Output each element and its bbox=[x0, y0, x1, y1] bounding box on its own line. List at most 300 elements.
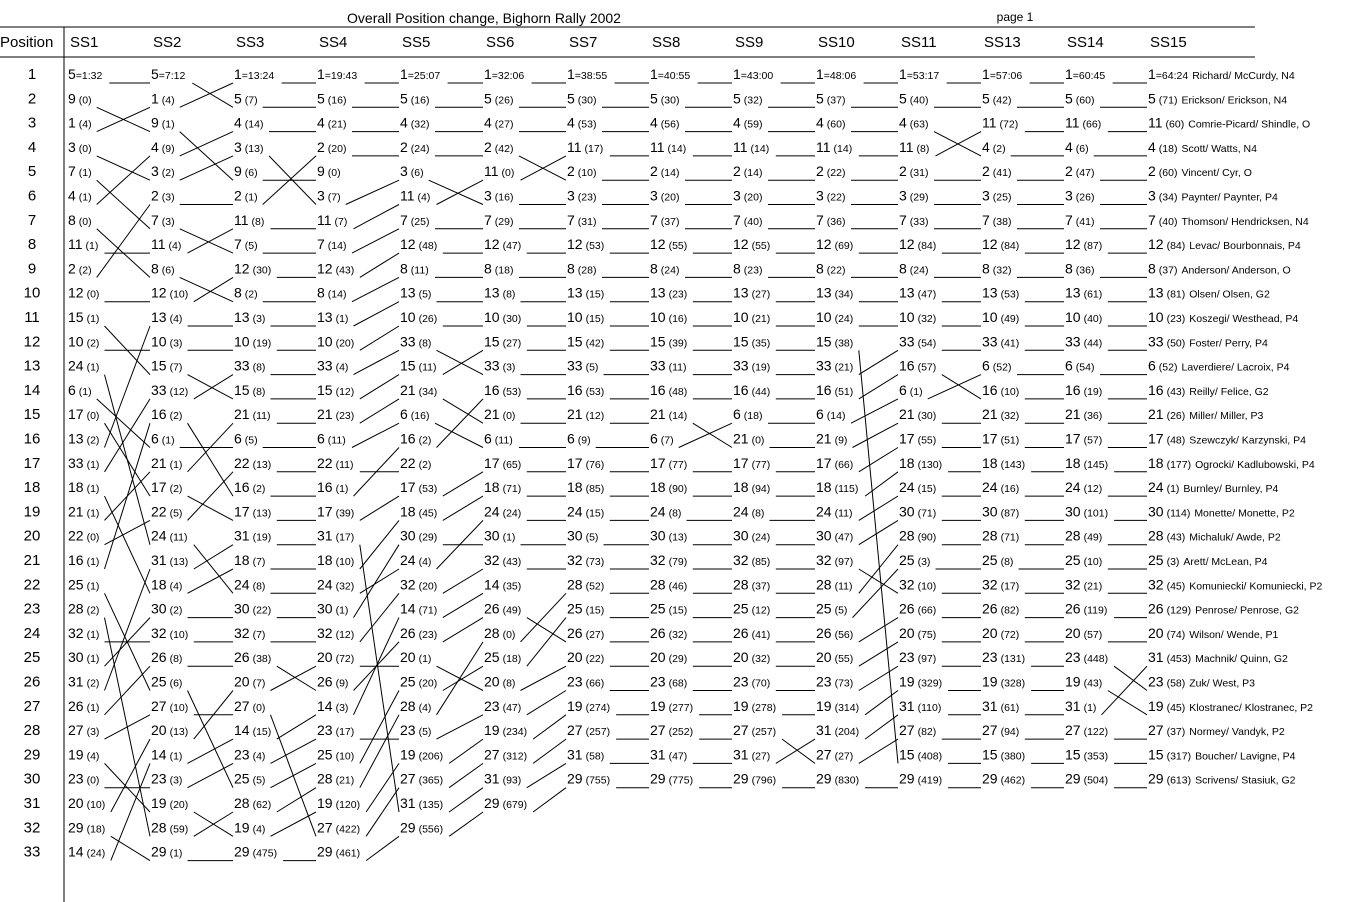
stage-cell: 27 (3) bbox=[68, 722, 100, 739]
stage-header: SS8 bbox=[652, 34, 681, 51]
stage-cell: 26 (129) Penrose/ Penrose, G2 bbox=[1148, 600, 1299, 617]
stage-cell: 12 (84) Levac/ Bourbonnais, P4 bbox=[1148, 236, 1301, 253]
stage-cell: 5 (16) bbox=[400, 90, 430, 107]
stage-cell: 20 (72) bbox=[317, 649, 355, 666]
stage-cell: 10 (32) bbox=[899, 309, 937, 325]
position-connector bbox=[354, 205, 400, 229]
position-connector bbox=[521, 666, 567, 690]
stage-cell: 4 (18) Scott/ Watts, N4 bbox=[1148, 138, 1257, 155]
stage-cell: 8 (32) bbox=[982, 260, 1012, 277]
stage-cell: 24 (1) Burnley/ Burnley, P4 bbox=[1148, 479, 1279, 496]
position-connector bbox=[354, 545, 400, 618]
stage-cell: 32 (79) bbox=[650, 552, 688, 568]
stage-cell: 10 (40) bbox=[1065, 309, 1103, 325]
crew-name: Michaluk/ Awde, P2 bbox=[1189, 531, 1281, 544]
stage-cell: 3 (20) bbox=[733, 187, 763, 204]
stage-cell: 25 (3) Arett/ McLean, P4 bbox=[1148, 552, 1268, 568]
stage-cell: 5=1:32 bbox=[68, 66, 103, 82]
stage-header: SS11 bbox=[901, 34, 937, 51]
stage-cell: 31 (453) Machnik/ Quinn, G2 bbox=[1148, 649, 1288, 666]
stage-cell: 6 (1) bbox=[151, 430, 175, 447]
stage-cell: 3 (22) bbox=[816, 187, 846, 204]
position-connector bbox=[776, 739, 815, 763]
position-connector bbox=[859, 350, 898, 374]
stage-cell: 23 (0) bbox=[68, 770, 100, 787]
position-label: 20 bbox=[23, 527, 41, 545]
crew-name: Erickson/ Erickson, N4 bbox=[1181, 94, 1288, 107]
stage-cell: 2 (22) bbox=[816, 163, 846, 180]
position-connector bbox=[366, 788, 399, 837]
stage-cell: 16 (51) bbox=[816, 381, 854, 398]
stage-cell: 18 (10) bbox=[317, 552, 355, 568]
stage-cell: 16 (48) bbox=[650, 381, 688, 398]
stage-cell: 27 (257) bbox=[567, 722, 611, 739]
stage-cell: 18 (143) bbox=[982, 454, 1026, 471]
crew-name: Koszegi/ Westhead, P4 bbox=[1189, 313, 1299, 325]
stage-cell: 24 (15) bbox=[567, 503, 605, 520]
stage-cell: 18 (90) bbox=[650, 479, 688, 496]
stage-cell: 1=32:06 bbox=[484, 66, 525, 82]
stage-cell: 14 (35) bbox=[484, 576, 522, 593]
stage-cell: 21 (11) bbox=[234, 406, 271, 423]
stage-cell: 20 (10) bbox=[68, 795, 106, 811]
stage-cell: 5 (30) bbox=[650, 90, 680, 107]
stage-cell: 5 (42) bbox=[982, 90, 1012, 107]
position-connector bbox=[859, 739, 898, 763]
stage-cell: 25 (5) bbox=[234, 770, 266, 787]
stage-cell: 5 (40) bbox=[899, 90, 929, 107]
stage-cell: 20 (13) bbox=[151, 722, 189, 739]
stage-cell: 33 (12) bbox=[151, 381, 189, 398]
stage-cell: 23 (68) bbox=[650, 673, 688, 690]
stage-cell: 12 (87) bbox=[1065, 236, 1103, 253]
stage-cell: 31 (58) bbox=[567, 746, 605, 763]
stage-cell: 24 (32) bbox=[317, 576, 355, 593]
stage-cell: 24 (11) bbox=[151, 527, 188, 544]
stage-cell: 24 (8) bbox=[733, 503, 765, 520]
stage-cell: 26 (23) bbox=[400, 624, 438, 641]
position-connector bbox=[859, 520, 898, 544]
position-connector bbox=[366, 763, 399, 812]
position-connector bbox=[942, 375, 981, 399]
position-connector bbox=[105, 496, 151, 593]
stage-cell: 26 (9) bbox=[317, 673, 349, 690]
stage-cell: 22 (5) bbox=[151, 503, 183, 520]
stage-cell: 28 (11) bbox=[816, 576, 853, 593]
stage-cell: 4 (32) bbox=[400, 114, 430, 131]
crew-name: Comrie-Picard/ Shindle, O bbox=[1188, 118, 1311, 131]
stage-cell: 4 (6) bbox=[1065, 138, 1089, 155]
stage-cell: 31 (135) bbox=[400, 795, 444, 811]
stage-cell: 27 (312) bbox=[484, 746, 528, 763]
stage-cell: 15 (1) bbox=[68, 309, 100, 325]
stage-cell: 3 (7) bbox=[317, 187, 341, 204]
position-connector bbox=[188, 569, 234, 593]
stage-cell: 20 (29) bbox=[650, 649, 688, 666]
position-connector bbox=[111, 739, 150, 812]
stage-cell: 15 (408) bbox=[899, 746, 943, 763]
stage-cell: 3 (16) bbox=[484, 187, 514, 204]
stage-cell: 28 (4) bbox=[400, 697, 432, 714]
stage-cell: 13 (4) bbox=[151, 309, 183, 325]
position-connector bbox=[437, 399, 484, 448]
position-connector bbox=[1114, 666, 1147, 690]
stage-cell: 27 (0) bbox=[234, 697, 266, 714]
stage-cell: 11 (8) bbox=[234, 211, 265, 228]
stage-cell: 32 (45) Komuniecki/ Komuniecki, P2 bbox=[1148, 576, 1323, 593]
crew-name: Boucher/ Lavigne, P4 bbox=[1195, 750, 1296, 763]
stage-cell: 15 (35) bbox=[733, 333, 771, 350]
position-label: 19 bbox=[23, 503, 41, 521]
stage-cell: 18 (4) bbox=[151, 576, 183, 593]
position-label: 28 bbox=[23, 722, 41, 740]
position-connector bbox=[111, 763, 150, 860]
stage-cell: 12 (53) bbox=[567, 236, 605, 253]
stage-cell: 31 (110) bbox=[899, 697, 942, 714]
stage-cell: 15 (317) Boucher/ Lavigne, P4 bbox=[1148, 746, 1296, 763]
stage-cell: 2 (41) bbox=[982, 163, 1012, 180]
stage-cell: 13 (3) bbox=[234, 309, 266, 325]
stage-cell: 7 (31) bbox=[567, 211, 597, 228]
stage-cell: 17 (39) bbox=[317, 503, 355, 520]
crew-name: Klostranec/ Klostranec, P2 bbox=[1189, 701, 1313, 714]
position-connector bbox=[352, 423, 399, 447]
stage-cell: 7 (37) bbox=[650, 211, 680, 228]
stage-cell: 8 (24) bbox=[899, 260, 929, 277]
stage-cell: 1=40:55 bbox=[650, 66, 691, 82]
stage-cell: 3 (29) bbox=[899, 187, 929, 204]
stage-cell: 24 (12) bbox=[1065, 479, 1103, 496]
stage-cell: 2 (1) bbox=[234, 187, 258, 204]
crew-name: Scott/ Watts, N4 bbox=[1181, 142, 1257, 155]
stage-cell: 18 (7) bbox=[234, 552, 266, 568]
position-label: 13 bbox=[23, 357, 41, 375]
position-connector bbox=[188, 472, 234, 521]
page-label: page 1 bbox=[996, 10, 1034, 24]
stage-cell: 33 (54) bbox=[899, 333, 937, 350]
position-connector bbox=[443, 569, 483, 593]
position-label: 14 bbox=[23, 381, 41, 399]
stage-cell: 6 (9) bbox=[567, 430, 591, 447]
stage-cell: 10 (19) bbox=[234, 333, 272, 350]
stage-cell: 30 (22) bbox=[234, 600, 272, 617]
stage-cell: 19 (314) bbox=[816, 697, 860, 714]
crew-name: Szewczyk/ Karzynski, P4 bbox=[1189, 434, 1306, 447]
stage-headers bbox=[70, 34, 1187, 51]
stage-cell: 1=25:07 bbox=[400, 66, 441, 82]
position-label: 1 bbox=[27, 66, 37, 83]
stage-cell: 23 (131) bbox=[982, 649, 1026, 666]
stage-cell: 11 (4) bbox=[151, 236, 182, 253]
stage-cell: 28 (52) bbox=[567, 576, 605, 593]
stage-cell: 15 (42) bbox=[567, 333, 605, 350]
position-connector bbox=[449, 812, 483, 836]
stage-cell: 25 (15) bbox=[567, 600, 605, 617]
stage-header: SS5 bbox=[402, 34, 431, 51]
stage-cell: 2 (14) bbox=[733, 163, 763, 180]
stage-cell: 24 (11) bbox=[816, 503, 853, 520]
stage-cell: 6 (52) Laverdiere/ Lacroix, P4 bbox=[1148, 357, 1290, 374]
stage-cell: 31 (204) bbox=[816, 722, 860, 739]
position-label: 10 bbox=[23, 284, 41, 302]
stage-header: SS9 bbox=[735, 34, 764, 51]
stage-cell: 4 (27) bbox=[484, 114, 514, 131]
stage-cell: 7 (1) bbox=[68, 163, 92, 180]
position-label: 11 bbox=[24, 309, 40, 326]
crew-name: Anderson/ Anderson, O bbox=[1181, 264, 1291, 277]
stage-cell: 11 (72) bbox=[982, 114, 1019, 131]
stage-cell: 19 (328) bbox=[982, 673, 1026, 690]
position-connector bbox=[851, 399, 898, 423]
stage-cell: 23 (17) bbox=[317, 722, 355, 739]
position-label: 31 bbox=[23, 795, 41, 812]
stage-cell: 14 (3) bbox=[317, 697, 349, 714]
stage-cell: 18 (130) bbox=[899, 454, 943, 471]
stage-cell: 19 (45) Klostranec/ Klostranec, P2 bbox=[1148, 697, 1313, 714]
stage-cell: 30 (5) bbox=[567, 527, 599, 544]
crew-name: Foster/ Perry, P4 bbox=[1189, 337, 1268, 350]
crew-name: Levac/ Bourbonnais, P4 bbox=[1189, 240, 1301, 253]
position-connector bbox=[346, 180, 399, 204]
position-connector bbox=[271, 739, 317, 763]
stage-cell: 32 (10) bbox=[899, 576, 937, 593]
stage-cell: 18 (94) bbox=[733, 479, 771, 496]
stage-cell: 11 (60) Comrie-Picard/ Shindle, O bbox=[1148, 114, 1311, 131]
stage-cell: 13 (34) bbox=[816, 284, 854, 301]
stage-cell: 33 (8) bbox=[234, 357, 266, 374]
position-label: 2 bbox=[27, 90, 37, 108]
stage-cell: 23 (4) bbox=[234, 746, 266, 763]
stage-cell: 15 (27) bbox=[484, 333, 522, 350]
stage-cell: 2 (10) bbox=[567, 163, 597, 180]
position-label: 15 bbox=[23, 406, 41, 424]
stage-cell: 16 (10) bbox=[982, 381, 1020, 398]
stage-cell: 21 (0) bbox=[484, 406, 516, 423]
stage-header: SS7 bbox=[569, 34, 598, 51]
stage-cell: 16 (2) bbox=[151, 406, 183, 423]
stage-cell: 21 (26) Miller/ Miller, P3 bbox=[1148, 406, 1264, 423]
stage-cell: 18 (45) bbox=[400, 503, 438, 520]
stage-cell: 26 (56) bbox=[816, 624, 854, 641]
stage-cell: 16 (43) Reilly/ Felice, G2 bbox=[1148, 381, 1269, 398]
stage-cell: 30 (1) bbox=[484, 527, 516, 544]
stage-cell: 5 (37) bbox=[816, 90, 846, 107]
position-connector bbox=[360, 326, 399, 350]
stage-cell: 30 (24) bbox=[733, 527, 771, 544]
stage-cell: 26 (1) bbox=[68, 697, 100, 714]
stage-cell: 16 (2) bbox=[234, 479, 266, 496]
stage-cell: 26 (27) bbox=[567, 624, 605, 641]
stage-cell: 31 (19) bbox=[234, 527, 272, 544]
stage-cell: 16 (57) bbox=[899, 357, 937, 374]
stage-cell: 23 (97) bbox=[899, 649, 937, 666]
stage-cell: 10 (21) bbox=[733, 309, 771, 325]
stage-cell: 31 (1) bbox=[1065, 697, 1097, 714]
stage-cell: 26 (82) bbox=[982, 600, 1020, 617]
crew-name: Laverdiere/ Lacroix, P4 bbox=[1181, 361, 1290, 374]
stage-cell: 15 (7) bbox=[151, 357, 183, 374]
crew-name: Komuniecki/ Komuniecki, P2 bbox=[1189, 580, 1323, 593]
stage-cell: 7 (5) bbox=[234, 236, 258, 253]
stage-cell: 2 (3) bbox=[151, 187, 175, 204]
crew-name: Arett/ McLean, P4 bbox=[1183, 556, 1268, 568]
position-connector bbox=[180, 132, 233, 156]
stage-cell: 33 (4) bbox=[317, 357, 349, 374]
stage-cell: 29 (613) Scrivens/ Stasiuk, G2 bbox=[1148, 770, 1296, 787]
stage-cell: 3 (25) bbox=[982, 187, 1012, 204]
stage-cell: 20 (57) bbox=[1065, 624, 1103, 641]
stage-cell: 14 (71) bbox=[400, 600, 438, 617]
position-connector bbox=[352, 229, 399, 253]
position-connector bbox=[443, 472, 483, 496]
position-label: 8 bbox=[27, 236, 37, 254]
position-connector bbox=[360, 520, 399, 569]
position-connector bbox=[360, 496, 399, 520]
stage-cell: 24 (16) bbox=[982, 479, 1020, 496]
stage-cell: 21 (0) bbox=[733, 430, 765, 447]
position-connector bbox=[192, 83, 233, 107]
stage-cell: 1 (4) bbox=[68, 114, 92, 131]
stage-cell: 2 (31) bbox=[899, 163, 929, 180]
position-connector bbox=[194, 277, 233, 301]
stage-cell: 20 (75) bbox=[899, 624, 937, 641]
stage-cell: 23 (3) bbox=[151, 770, 183, 787]
stage-header: SS14 bbox=[1067, 34, 1104, 51]
stage-cell: 12 (55) bbox=[650, 236, 688, 253]
stage-cell: 31 (93) bbox=[484, 770, 522, 787]
stage-cell: 4 (59) bbox=[733, 114, 763, 131]
stage-cell: 8 (28) bbox=[567, 260, 597, 277]
stage-cell: 6 (11) bbox=[317, 430, 346, 447]
stage-cell: 17 (53) bbox=[400, 479, 438, 496]
position-connector bbox=[360, 399, 399, 423]
crew-name: Penrose/ Penrose, G2 bbox=[1195, 604, 1299, 617]
position-connector bbox=[194, 545, 233, 569]
stage-cell: 13 (53) bbox=[982, 284, 1020, 301]
position-connector bbox=[435, 423, 483, 447]
stage-cell: 20 (7) bbox=[234, 673, 266, 690]
stage-cell: 4 (2) bbox=[982, 138, 1006, 155]
position-connector bbox=[859, 448, 898, 472]
stage-cell: 30 (13) bbox=[650, 527, 688, 544]
stage-cell: 29 (475) bbox=[234, 843, 278, 860]
position-label: 21 bbox=[23, 552, 41, 569]
position-connector bbox=[449, 739, 483, 763]
crew-name: Reilly/ Felice, G2 bbox=[1189, 385, 1269, 398]
stage-cell: 15 (8) bbox=[234, 381, 266, 398]
stage-cell: 26 (38) bbox=[234, 649, 272, 666]
position-label: 18 bbox=[23, 479, 41, 497]
stage-cell: 21 (32) bbox=[982, 406, 1020, 423]
stage-cell: 15 (11) bbox=[400, 357, 437, 374]
stage-cell: 29 (775) bbox=[650, 770, 694, 787]
stage-cell: 28 (43) Michaluk/ Awde, P2 bbox=[1148, 527, 1281, 544]
crew-name: Miller/ Miller, P3 bbox=[1189, 410, 1264, 423]
position-label: 26 bbox=[23, 673, 41, 691]
position-label: 9 bbox=[27, 260, 37, 278]
stage-cell: 29 (462) bbox=[982, 770, 1026, 787]
stage-cell: 4 (60) bbox=[816, 114, 846, 131]
stage-cell: 1=48:06 bbox=[816, 66, 857, 82]
stage-cell: 3 (13) bbox=[234, 138, 264, 155]
stage-cell: 19 (4) bbox=[234, 819, 266, 836]
position-connector bbox=[527, 618, 566, 667]
stage-cell: 8 (11) bbox=[400, 260, 429, 277]
stage-cell: 7 (3) bbox=[151, 211, 175, 228]
position-connector bbox=[105, 569, 151, 691]
stage-cell: 17 (66) bbox=[816, 454, 854, 471]
stage-cell: 4 (21) bbox=[317, 114, 347, 131]
stage-cell: 30 (101) bbox=[1065, 503, 1109, 520]
position-connector bbox=[111, 836, 150, 860]
position-connector bbox=[533, 715, 566, 739]
stage-cell: 17 (55) bbox=[899, 430, 937, 447]
stage-header: SS6 bbox=[486, 34, 515, 51]
stage-cell: 30 (29) bbox=[400, 527, 438, 544]
stage-cell: 16 (53) bbox=[567, 381, 605, 398]
stage-cell: 32 (97) bbox=[816, 552, 854, 568]
stage-cell: 25 (5) bbox=[816, 600, 848, 617]
stage-cell: 17 (65) bbox=[484, 454, 522, 471]
crew-name: Scrivens/ Stasiuk, G2 bbox=[1195, 774, 1296, 787]
position-connector bbox=[437, 642, 484, 715]
stage-cell: 32 (21) bbox=[1065, 576, 1103, 593]
stage-cell: 12 (84) bbox=[982, 236, 1020, 253]
position-connector bbox=[443, 618, 483, 642]
position-connector bbox=[1108, 691, 1147, 715]
crew-name: Olsen/ Olsen, G2 bbox=[1189, 288, 1270, 301]
stage-cell: 19 (4) bbox=[68, 746, 100, 763]
stage-cell: 10 (30) bbox=[484, 309, 522, 325]
stage-cell: 31 (2) bbox=[68, 673, 100, 690]
stage-cell: 31 (61) bbox=[982, 697, 1020, 714]
position-label: 7 bbox=[27, 211, 37, 229]
stage-cell: 1=53:17 bbox=[899, 66, 940, 82]
position-connector bbox=[859, 350, 898, 763]
stage-cell: 31 (47) bbox=[650, 746, 688, 763]
stage-cell: 8 (14) bbox=[317, 284, 347, 301]
stage-cell: 6 (1) bbox=[899, 381, 923, 398]
stage-cell: 13 (47) bbox=[899, 284, 937, 301]
position-connector bbox=[360, 715, 399, 788]
stage-cell: 5 (26) bbox=[484, 90, 514, 107]
stage-cell: 19 (43) bbox=[1065, 673, 1103, 690]
stage-cell: 13 (23) bbox=[650, 284, 688, 301]
position-connector bbox=[188, 763, 234, 787]
stage-cell: 13 (2) bbox=[68, 430, 100, 447]
stage-cell: 22 (13) bbox=[234, 454, 272, 471]
stage-cell: 17 (48) Szewczyk/ Karzynski, P4 bbox=[1148, 430, 1306, 447]
stage-cell: 32 (85) bbox=[733, 552, 771, 568]
stage-cell: 25 (1) bbox=[68, 576, 100, 593]
position-connector bbox=[437, 715, 484, 739]
stage-cell: 19 (206) bbox=[400, 746, 444, 763]
stage-cell: 33 (21) bbox=[816, 357, 854, 374]
stage-cell: 2 (42) bbox=[484, 138, 514, 155]
stage-cell: 20 (8) bbox=[484, 673, 516, 690]
stage-cell: 33 (44) bbox=[1065, 333, 1103, 350]
stage-cell: 16 (2) bbox=[400, 430, 432, 447]
position-connector bbox=[277, 715, 316, 739]
stage-cell: 10 (16) bbox=[650, 309, 688, 325]
stage-cell: 10 (26) bbox=[400, 309, 438, 325]
stage-cell: 18 (71) bbox=[484, 479, 522, 496]
stage-cell: 6 (7) bbox=[650, 430, 674, 447]
stage-cell: 18 (1) bbox=[68, 479, 100, 496]
stage-cell: 5=7:12 bbox=[151, 66, 186, 82]
stage-cell: 27 (257) bbox=[733, 722, 777, 739]
stage-cell: 25 (6) bbox=[151, 673, 183, 690]
